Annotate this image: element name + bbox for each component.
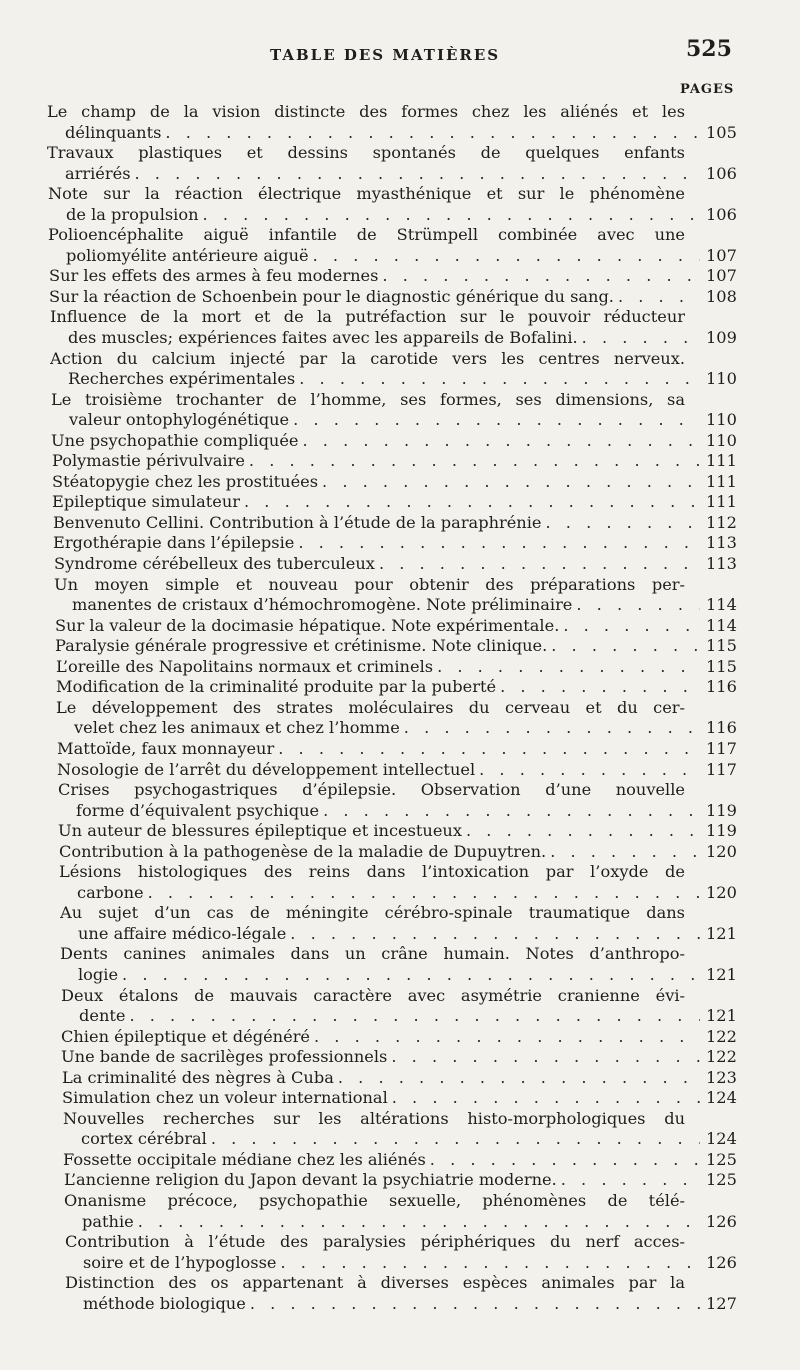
- toc-entry-line: Lésions histologiques des reins dans l’intoxication par l’oxyde de: [59, 862, 685, 882]
- toc-entry: [64, 1170, 760, 1191]
- toc-entry-line: [56, 657, 700, 678]
- toc-entry-line: [58, 821, 700, 842]
- toc-entry-text: Paralysie générale progressive et crétinisme. Note clinique.: [55, 636, 548, 656]
- toc-entry-text: pathie: [82, 1211, 134, 1231]
- toc-entry: [54, 575, 760, 616]
- dot-leader: [557, 1170, 700, 1191]
- toc-entry-text: Sur la valeur de la docimasie hépatique. Note expérimentale.: [55, 615, 560, 635]
- toc-entry-text: dente: [79, 1006, 126, 1026]
- toc-entry: [57, 739, 760, 760]
- toc-entry: [61, 986, 760, 1027]
- toc-entry: [48, 225, 760, 266]
- toc-entry: [56, 698, 760, 739]
- toc-entry-line: Polioencéphalite aiguë infantile de Strümpell combinée avec une: [48, 225, 685, 245]
- toc-page-number: 116: [706, 718, 737, 738]
- toc-entry: [61, 1027, 760, 1048]
- toc-page-number: 115: [706, 656, 737, 676]
- toc-entry-text: Epileptique simulateur: [52, 492, 241, 512]
- toc-entry-line: [57, 739, 700, 760]
- toc-entry-line: [61, 1027, 700, 1048]
- dot-leader: [274, 739, 700, 760]
- toc-entry-line: [64, 1212, 700, 1233]
- toc-page-number: 117: [706, 738, 737, 758]
- table-of-contents: [0, 102, 800, 1314]
- toc-entry-line: [50, 328, 700, 349]
- toc-entry-text: cortex cérébral: [81, 1129, 207, 1149]
- toc-entry-text: méthode biologique: [83, 1293, 246, 1313]
- toc-entry: [47, 143, 760, 184]
- toc-page-number: 106: [706, 204, 737, 224]
- toc-page-number: 125: [706, 1149, 737, 1169]
- toc-entry-line: Le développement des strates moléculaires du cerveau et du cer-: [56, 697, 685, 717]
- toc-entry: [62, 1088, 760, 1109]
- toc-entry: [61, 1047, 760, 1068]
- dot-leader: [378, 266, 700, 287]
- toc-entry: [52, 492, 760, 513]
- toc-entry-line: Distinction des os appartenant à diverses espèces animales par la: [65, 1273, 685, 1293]
- toc-entry-text: velet chez les animaux et chez l’homme: [74, 718, 400, 738]
- toc-entry-line: [65, 1253, 700, 1274]
- dot-leader: [299, 431, 700, 452]
- toc-entry-line: Dents canines animales dans un crâne humain. Notes d’anthropo-: [60, 944, 685, 964]
- toc-page-number: 121: [706, 1006, 737, 1026]
- toc-entry-line: Nouvelles recherches sur les altérations histo-morphologiques du: [63, 1108, 685, 1128]
- toc-page-number: 119: [706, 821, 737, 841]
- toc-entry-text: Mattoïde, faux monnayeur: [57, 738, 275, 758]
- toc-entry: [52, 472, 760, 493]
- toc-entry-line: Note sur la réaction électrique myasthénique et sur le phénomène: [48, 184, 685, 204]
- toc-entry: [65, 1232, 760, 1273]
- toc-entry-text: de la propulsion: [66, 204, 199, 224]
- dot-leader: [309, 246, 700, 267]
- toc-entry: [47, 102, 760, 143]
- dot-leader: [572, 595, 700, 616]
- running-title: TABLE DES MATIÈRES: [270, 46, 501, 64]
- toc-entry: [57, 760, 760, 781]
- toc-entry-line: Crises psychogastriques d’épilepsie. Observation d’une nouvelle: [58, 780, 685, 800]
- toc-entry-text: des muscles; expériences faites avec les appareils de Bofalini.: [68, 328, 578, 348]
- toc-entry-line: [47, 164, 700, 185]
- dot-leader: [559, 616, 700, 637]
- toc-entry-text: carbone: [77, 882, 144, 902]
- toc-entry: [50, 307, 760, 348]
- toc-page-number: 105: [706, 122, 737, 142]
- toc-entry-line: [59, 883, 700, 904]
- toc-page-number: 107: [706, 245, 737, 265]
- dot-leader: [462, 821, 700, 842]
- toc-entry-text: La criminalité des nègres à Cuba: [62, 1067, 334, 1087]
- toc-entry: [56, 657, 760, 678]
- toc-entry-text: Sur les effets des armes à feu modernes: [49, 266, 379, 286]
- dot-leader: [433, 657, 700, 678]
- toc-entry: [51, 390, 760, 431]
- toc-entry-text: Syndrome cérébelleux des tuberculeux: [54, 554, 375, 574]
- dot-leader: [546, 842, 700, 863]
- toc-entry-text: Recherches expérimentales: [68, 369, 296, 389]
- toc-entry-line: [55, 636, 700, 657]
- page-header: [0, 34, 800, 74]
- dot-leader: [426, 1150, 700, 1171]
- dot-leader: [400, 718, 700, 739]
- dot-leader: [496, 677, 700, 698]
- toc-entry: [48, 184, 760, 225]
- toc-page-number: 112: [706, 512, 737, 532]
- toc-entry-line: [53, 533, 700, 554]
- toc-entry: [60, 903, 760, 944]
- toc-entry-line: [56, 718, 700, 739]
- toc-entry-line: [56, 677, 700, 698]
- toc-entry-line: [49, 266, 700, 287]
- toc-entry-line: [64, 1170, 700, 1191]
- toc-entry-line: [47, 123, 700, 144]
- toc-entry-line: [52, 451, 700, 472]
- toc-page-number: 110: [706, 430, 737, 450]
- toc-entry-text: Nosologie de l’arrêt du développement intellectuel: [57, 759, 476, 779]
- toc-entry-line: Deux étalons de mauvais caractère avec asymétrie cranienne évi-: [61, 985, 685, 1005]
- toc-entry: [60, 944, 760, 985]
- toc-entry-line: [63, 1129, 700, 1150]
- dot-leader: [240, 492, 700, 513]
- toc-entry-text: L’oreille des Napolitains normaux et criminels: [56, 656, 434, 676]
- toc-page-number: 110: [706, 410, 737, 430]
- dot-leader: [388, 1088, 700, 1109]
- toc-entry-text: Une psychopathie compliquée: [51, 430, 299, 450]
- toc-entry-text: Chien épileptique et dégénéré: [61, 1026, 311, 1046]
- toc-page-number: 115: [706, 636, 737, 656]
- toc-entry: [49, 266, 760, 287]
- toc-entry-text: valeur ontophylogénétique: [69, 410, 290, 430]
- toc-entry-line: Le champ de la vision distincte des formes chez les aliénés et les: [47, 102, 685, 121]
- dot-leader: [614, 287, 700, 308]
- toc-entry-line: Action du calcium injecté par la carotide vers les centres nerveux.: [50, 348, 685, 368]
- toc-entry: [54, 554, 760, 575]
- toc-entry-line: [53, 513, 700, 534]
- toc-entry-line: [52, 492, 700, 513]
- toc-entry-text: délinquants: [65, 122, 162, 142]
- toc-entry: [58, 821, 760, 842]
- dot-leader: [286, 924, 700, 945]
- toc-page-number: 121: [706, 923, 737, 943]
- toc-entry: [55, 636, 760, 657]
- dot-leader: [131, 164, 700, 185]
- dot-leader: [542, 513, 701, 534]
- toc-entry-text: Sur la réaction de Schoenbein pour le diagnostic générique du sang.: [49, 286, 614, 306]
- toc-entry: [63, 1150, 760, 1171]
- dot-leader: [387, 1047, 700, 1068]
- toc-entry-line: [59, 842, 700, 863]
- toc-entry-text: poliomyélite antérieure aiguë: [66, 245, 309, 265]
- toc-entry-line: [52, 472, 700, 493]
- toc-entry-line: [57, 760, 700, 781]
- toc-entry: [53, 513, 760, 534]
- toc-page-number: 122: [706, 1026, 737, 1046]
- toc-page-number: 113: [706, 554, 737, 574]
- toc-entry: [59, 862, 760, 903]
- toc-entry-line: [54, 595, 700, 616]
- dot-leader: [475, 760, 700, 781]
- toc-page-number: 126: [706, 1211, 737, 1231]
- toc-entry-text: Stéatopygie chez les prostituées: [52, 471, 319, 491]
- toc-entry-line: [60, 924, 700, 945]
- toc-entry: [64, 1191, 760, 1232]
- toc-entry-text: Une bande de sacrilèges professionnels: [61, 1047, 388, 1067]
- toc-entry-line: Influence de la mort et de la putréfaction sur le pouvoir réducteur: [50, 307, 685, 327]
- dot-leader: [246, 1294, 700, 1315]
- toc-page-number: 126: [706, 1252, 737, 1272]
- toc-page-number: 121: [706, 964, 737, 984]
- toc-entry-line: [51, 431, 700, 452]
- toc-entry: [51, 431, 760, 452]
- toc-page-number: 120: [706, 841, 737, 861]
- toc-entry-text: Contribution à la pathogenèse de la maladie de Dupuytren.: [59, 841, 547, 861]
- dot-leader: [207, 1129, 700, 1150]
- dot-leader: [118, 965, 700, 986]
- toc-entry-line: [62, 1088, 700, 1109]
- toc-entry: [49, 287, 760, 308]
- toc-entry: [63, 1109, 760, 1150]
- toc-entry-line: [48, 205, 700, 226]
- toc-entry-line: [62, 1068, 700, 1089]
- toc-entry-line: Un moyen simple et nouveau pour obtenir des préparations per-: [54, 574, 685, 594]
- toc-entry-line: [49, 287, 700, 308]
- toc-entry-text: Fossette occipitale médiane chez les aliénés: [63, 1149, 426, 1169]
- toc-page-number: 120: [706, 882, 737, 902]
- toc-entry-text: soire et de l’hypoglosse: [83, 1252, 277, 1272]
- toc-page-number: 107: [706, 266, 737, 286]
- toc-entry-text: Ergothérapie dans l’épilepsie: [53, 533, 295, 553]
- dot-leader: [134, 1212, 700, 1233]
- toc-page-number: 127: [706, 1293, 737, 1313]
- dot-leader: [161, 123, 700, 144]
- toc-entry-line: [65, 1294, 700, 1315]
- toc-entry: [55, 616, 760, 637]
- toc-page-number: 108: [706, 286, 737, 306]
- toc-page-number: 106: [706, 163, 737, 183]
- toc-entry: [56, 677, 760, 698]
- toc-page-number: 114: [706, 595, 737, 615]
- dot-leader: [295, 369, 700, 390]
- toc-page-number: 111: [706, 471, 737, 491]
- toc-page-number: 116: [706, 677, 737, 697]
- toc-page-number: 124: [706, 1088, 737, 1108]
- toc-page-number: 114: [706, 615, 737, 635]
- toc-page-number: 113: [706, 533, 737, 553]
- toc-entry-line: [54, 554, 700, 575]
- toc-entry-text: arriérés: [65, 163, 131, 183]
- toc-entry-text: Modification de la criminalité produite par la puberté: [56, 677, 497, 697]
- toc-entry-line: Travaux plastiques et dessins spontanés de quelques enfants: [47, 143, 685, 163]
- toc-entry-line: [60, 965, 700, 986]
- dot-leader: [319, 801, 700, 822]
- dot-leader: [245, 451, 700, 472]
- toc-entry-text: logie: [78, 964, 119, 984]
- toc-entry: [50, 349, 760, 390]
- toc-entry-text: Simulation chez un voleur international: [62, 1088, 388, 1108]
- toc-entry-line: [55, 616, 700, 637]
- toc-entry-text: Polymastie périvulvaire: [52, 451, 245, 471]
- toc-entry: [53, 533, 760, 554]
- toc-entry-text: une affaire médico-légale: [78, 923, 287, 943]
- toc-page-number: 123: [706, 1067, 737, 1087]
- toc-entry-line: [58, 801, 700, 822]
- toc-entry-line: [63, 1150, 700, 1171]
- toc-page-number: 119: [706, 800, 737, 820]
- toc-entry-line: [61, 1047, 700, 1068]
- toc-page-number: 109: [706, 328, 737, 348]
- dot-leader: [318, 472, 700, 493]
- toc-entry-line: Au sujet d’un cas de méningite cérébro-spinale traumatique dans: [60, 903, 685, 923]
- dot-leader: [289, 410, 700, 431]
- dot-leader: [547, 636, 700, 657]
- toc-entry-text: L’ancienne religion du Japon devant la psychiatrie moderne.: [64, 1170, 557, 1190]
- dot-leader: [199, 205, 700, 226]
- toc-entry-text: forme d’équivalent psychique: [76, 800, 320, 820]
- toc-entry-text: Un auteur de blessures épileptique et incestueux: [58, 821, 462, 841]
- dot-leader: [334, 1068, 700, 1089]
- toc-entry-line: Onanisme précoce, psychopathie sexuelle, phénomènes de télé-: [64, 1190, 685, 1210]
- toc-page-number: 125: [706, 1170, 737, 1190]
- toc-entry: [58, 780, 760, 821]
- toc-entry-line: [61, 1006, 700, 1027]
- toc-entry: [59, 842, 760, 863]
- dot-leader: [125, 1006, 700, 1027]
- toc-entry-line: [48, 246, 700, 267]
- toc-entry-line: [50, 369, 700, 390]
- toc-entry-line: [51, 410, 700, 431]
- toc-page-number: 111: [706, 492, 737, 512]
- toc-entry-line: Le troisième trochanter de l’homme, ses formes, ses dimensions, sa: [51, 389, 685, 409]
- toc-page-number: 110: [706, 369, 737, 389]
- dot-leader: [144, 883, 700, 904]
- dot-leader: [310, 1027, 700, 1048]
- toc-entry-text: manentes de cristaux d’hémochromogène. Note préliminaire: [72, 595, 573, 615]
- toc-page-number: 122: [706, 1047, 737, 1067]
- dot-leader: [277, 1253, 701, 1274]
- toc-entry-text: Benvenuto Cellini. Contribution à l’étude de la paraphrénie: [53, 512, 542, 532]
- dot-leader: [294, 533, 700, 554]
- toc-entry: [65, 1273, 760, 1314]
- toc-entry: [52, 451, 760, 472]
- pages-column-label: PAGES: [680, 82, 735, 97]
- toc-page-number: 117: [706, 759, 737, 779]
- page-number: 525: [686, 36, 732, 62]
- toc-entry: [62, 1068, 760, 1089]
- toc-page-number: 124: [706, 1129, 737, 1149]
- dot-leader: [375, 554, 700, 575]
- dot-leader: [578, 328, 700, 349]
- toc-entry-line: Contribution à l’étude des paralysies périphériques du nerf acces-: [65, 1232, 685, 1252]
- toc-page-number: 111: [706, 451, 737, 471]
